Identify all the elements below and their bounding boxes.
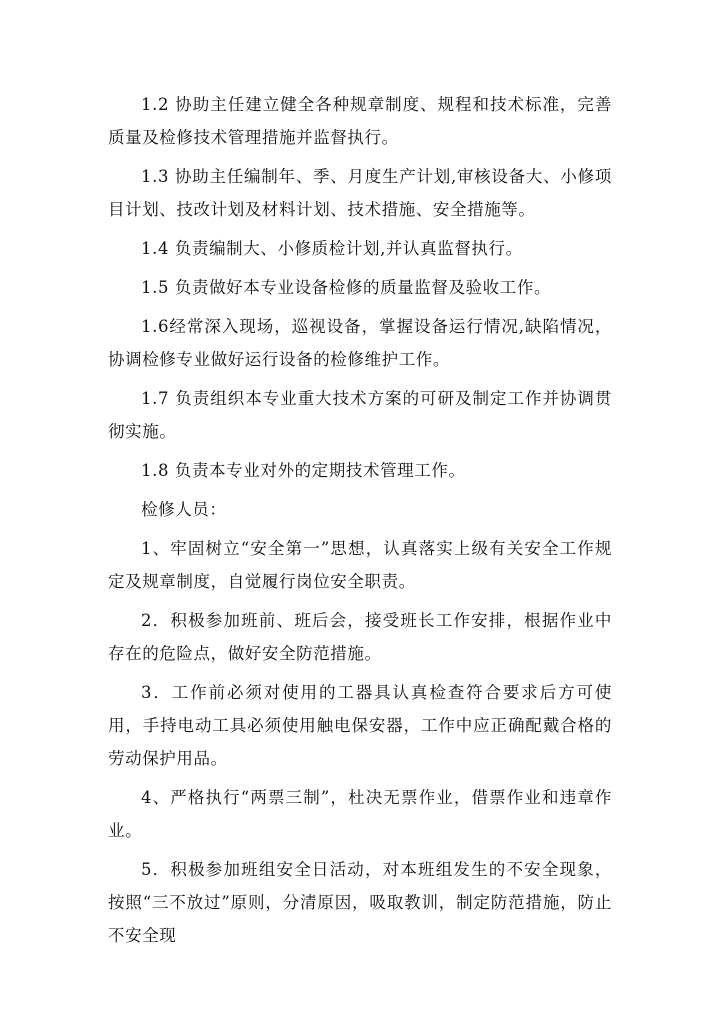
paragraph-1-6: 1.6经常深入现场，巡视设备，掌握设备运行情况,缺陷情况，协调检修专业做好运行设备的检修维护工作。 (108, 317, 612, 369)
paragraph-1-7: 1.7 负责组织本专业重大技术方案的可研及制定工作并协调贯彻实施。 (108, 389, 612, 441)
paragraph-1-5: 1.5 负责做好本专业设备检修的质量监督及验收工作。 (141, 278, 552, 297)
paragraph-item-1: 1、牢固树立“安全第一”思想，认真落实上级有关安全工作规定及规章制度，自觉履行岗位安全职责。 (108, 539, 612, 591)
section-heading-maintenance-staff: 检修人员： (141, 500, 227, 519)
paragraph-item-4: 4、严格执行“两票三制”，杜决无票作业，借票作业和违章作业。 (108, 788, 612, 840)
paragraph-1-2: 1.2 协助主任建立健全各种规章制度、规程和技术标准，完善质量及检修技术管理措施并监督执行。 (108, 95, 612, 147)
paragraph-1-3: 1.3 协助主任编制年、季、月度生产计划,审核设备大、小修项目计划、技改计划及材料计划、技术措施、安全措施等。 (108, 167, 612, 219)
paragraph-item-3: 3．工作前必须对使用的工器具认真检查符合要求后方可使用，手持电动工具必须使用触电保安器，工作中应正确配戴合格的劳动保护用品。 (108, 683, 612, 768)
paragraph-1-8: 1.8 负责本专业对外的定期技术管理工作。 (141, 461, 466, 480)
paragraph-1-4: 1.4 负责编制大、小修质检计划,并认真监督执行。 (141, 239, 523, 258)
paragraph-item-5: 5．积极参加班组安全日活动，对本班组发生的不安全现象，按照“三不放过”原则，分清原因，吸取教训，制定防范措施，防止不安全现 (108, 860, 612, 945)
paragraph-item-2: 2．积极参加班前、班后会，接受班长工作安排，根据作业中存在的危险点，做好安全防范措施。 (108, 611, 612, 663)
